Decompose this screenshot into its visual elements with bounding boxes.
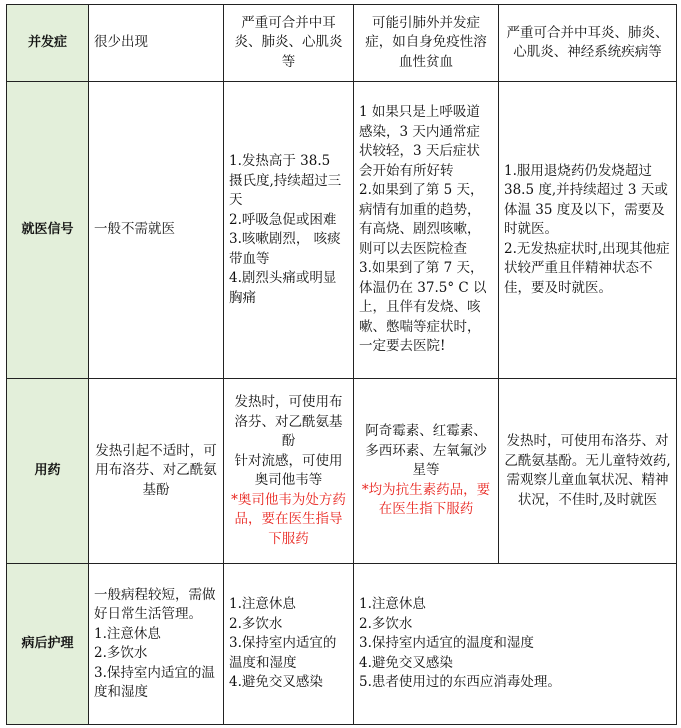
prescription-warning: *奥司他韦为处方药品，要在医生指导下服药 xyxy=(231,491,346,547)
list-item: 1.注意休息 xyxy=(359,596,426,613)
list-item: 3.保持室内适宜的温度和湿度 xyxy=(359,635,534,652)
list-item: 3.如果到了第 7 天，体温仍在 37.5° C 以上，且伴有发烧、咳嗽、憋喘等症状时，一定要去医院! xyxy=(359,260,487,355)
table-row xyxy=(7,379,677,564)
cell: 很少出现 xyxy=(89,5,224,82)
list-item: 1.注意休息 xyxy=(229,596,296,613)
cell xyxy=(224,379,354,564)
list-item: 2.无发热症状时,出现其他症状较严重且伴精神状态不佳，要及时就医。 xyxy=(504,240,670,296)
cell xyxy=(354,82,499,379)
list-item: 3.保持室内适宜的温度和湿度 xyxy=(229,635,337,671)
cell: 严重可合并中耳炎、肺炎、心肌炎等 xyxy=(224,5,354,82)
cell xyxy=(354,564,677,725)
cell: 严重可合并中耳炎、肺炎、心肌炎、神经系统疾病等 xyxy=(499,5,677,82)
cell-text: 阿奇霉素、红霉素、多西环素、左氧氟沙星等 xyxy=(365,423,487,479)
cell-text: 针对流感，可使用奥司他韦等 xyxy=(234,452,343,488)
list-item: 2.多饮水 xyxy=(94,645,148,661)
cell: 一般不需就医 xyxy=(89,82,224,379)
list-item: 2.多饮水 xyxy=(229,615,283,632)
antibiotic-warning: *均为抗生素药品，要在医生指下服药 xyxy=(361,481,491,518)
table-row xyxy=(7,564,677,725)
list-item: 4.避免交叉感染 xyxy=(229,674,323,691)
list-item: 一般病程较短，需做好日常生活管理。 xyxy=(94,586,216,622)
cell: 发热时，可使用布洛芬、对乙酰氨基酚。无儿童特效药,需观察儿童血氧状况、精神状况，不佳时,及时就医 xyxy=(499,379,677,564)
list-item: 2.多饮水 xyxy=(359,615,413,632)
list-item: 1.发热高于 38.5 摄氏度,持续超过三天 xyxy=(229,153,342,208)
list-item: 1 如果只是上呼吸道感染，3 天内通常症状较轻，3 天后症状会开始有所好转 xyxy=(359,104,480,179)
list-item: 4.避免交叉感染 xyxy=(359,654,453,671)
cell: 发热引起不适时，可用布洛芬、对乙酰氨基酚 xyxy=(89,379,224,564)
cell xyxy=(224,82,354,379)
cell xyxy=(224,564,354,725)
cell: 可能引肺外并发症症，如自身免疫性溶血性贫血 xyxy=(354,5,499,82)
cell xyxy=(89,564,224,725)
comparison-table xyxy=(6,4,677,725)
list-item: 3.咳嗽剧烈， 咳痰带血等 xyxy=(229,231,341,267)
table-row xyxy=(7,82,677,379)
cell-text: 发热时，可使用布洛芬、对乙酰氨基酚 xyxy=(234,394,343,449)
list-item: 1.注意休息 xyxy=(94,625,161,642)
row-header-complications: 并发症 xyxy=(7,5,89,82)
list-item: 4.剧烈头痛或明显胸痛 xyxy=(229,270,337,306)
row-header-medication: 用药 xyxy=(7,379,89,564)
cell xyxy=(499,82,677,379)
row-header-medical-signals: 就医信号 xyxy=(7,82,89,379)
table-row xyxy=(7,5,677,82)
cell xyxy=(354,379,499,564)
row-header-aftercare: 病后护理 xyxy=(7,564,89,725)
list-item: 5.患者使用过的东西应消毒处理。 xyxy=(359,674,561,691)
list-item: 3.保持室内适宜的温度和湿度 xyxy=(94,664,215,700)
list-item: 2.呼吸急促或困难 xyxy=(229,211,337,228)
list-item: 1.服用退烧药仍发烧超过 38.5 度,并持续超过 3 天或体温 35 度及以下，需要及时就医。 xyxy=(504,162,668,238)
list-item: 2.如果到了第 5 天，病情有加重的趋势，有高烧、剧烈咳嗽，则可以去医院检查 xyxy=(359,182,484,257)
